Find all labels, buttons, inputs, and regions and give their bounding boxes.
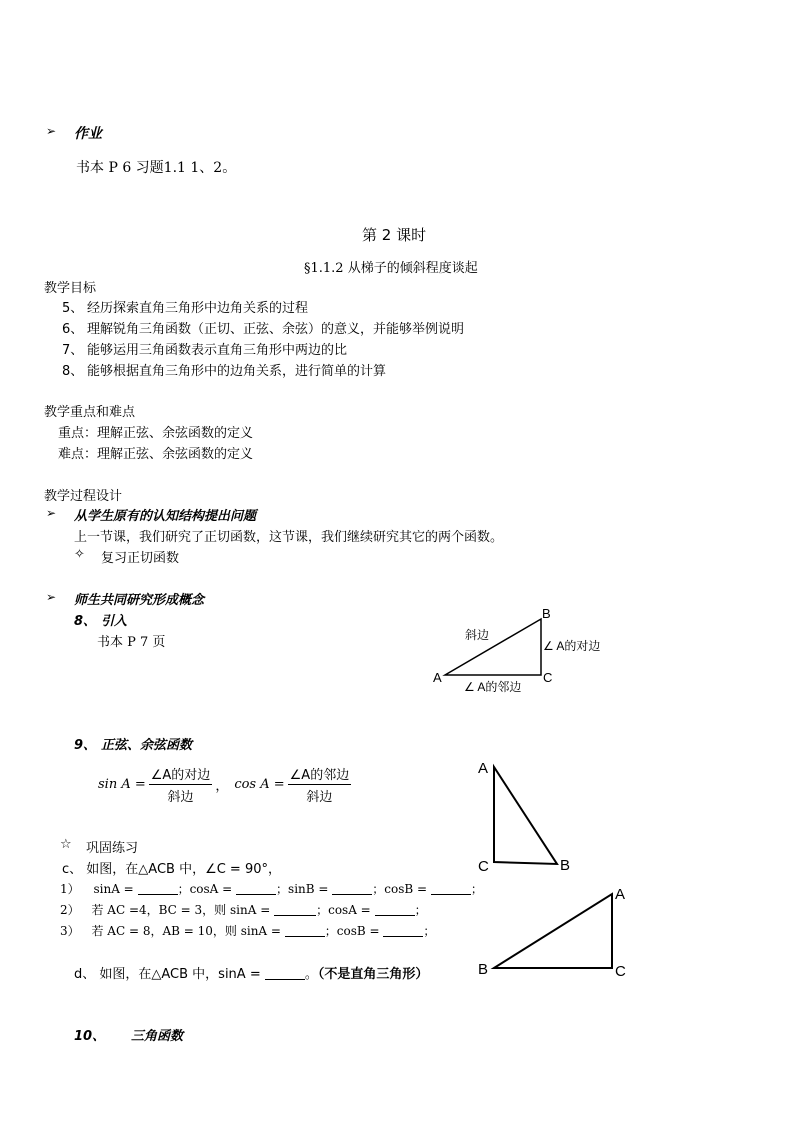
objective-num: 8、	[62, 364, 84, 379]
right-triangle-figure-1	[430, 602, 620, 697]
vertex-a-label: A	[478, 760, 489, 777]
q3-mid: ；cosB =	[324, 924, 380, 938]
q2-mid: ；cosA =	[316, 903, 371, 917]
hypotenuse-label: 斜边	[465, 628, 490, 642]
practice-d-line	[74, 963, 428, 982]
practice-heading: 巩固练习	[86, 841, 139, 856]
review-tangent-text: 复习正切函数	[101, 551, 180, 566]
answer-blank[interactable]	[138, 882, 178, 895]
q1-end: ；	[470, 882, 483, 896]
objective-num: 5、	[62, 301, 84, 316]
answer-blank[interactable]	[431, 882, 471, 895]
answer-blank[interactable]	[274, 903, 316, 916]
d-end: 。	[304, 967, 318, 982]
q1-sinb-label: ；sinB =	[276, 882, 329, 896]
star-bullet-icon: ☆	[60, 837, 72, 852]
keypoints-heading: 教学重点和难点	[44, 405, 136, 420]
vertex-c-label: C	[478, 858, 489, 875]
vertex-b-label: B	[560, 857, 571, 874]
arrow-bullet-icon: ➢	[46, 506, 57, 520]
q2-text: 若 AC =4，BC = 3，则 sinA =	[91, 903, 271, 917]
sin-cos-formula	[98, 764, 354, 805]
objective-num: 7、	[62, 343, 84, 358]
q3-text: 若 AC = 8，AB = 10，则 sinA =	[91, 924, 281, 938]
answer-blank[interactable]	[383, 924, 423, 937]
vertex-a-label: A	[433, 670, 442, 685]
sin-denominator: 斜边	[167, 790, 194, 805]
sin-formula-left: sin A =	[98, 777, 146, 792]
objective-text: 理解锐角三角函数（正切、正弦、余弦）的意义，并能够举例说明	[87, 322, 465, 337]
item8-num: 8、	[74, 614, 97, 629]
homework-text: 书本 P 6 习题1.1 1、2。	[76, 160, 237, 176]
question-2	[60, 901, 427, 918]
arrow-bullet-icon: ➢	[46, 124, 57, 138]
item10-num: 10、	[74, 1029, 106, 1044]
objective-text: 能够运用三角函数表示直角三角形中两边的比	[87, 343, 348, 358]
cos-formula-left: cos A =	[234, 777, 285, 792]
vertex-a-label: A	[615, 886, 626, 903]
answer-blank[interactable]	[332, 882, 372, 895]
cos-numerator: ∠A的邻边	[288, 764, 352, 785]
vertex-b-label: B	[542, 606, 551, 621]
vertex-c-label: C	[615, 963, 626, 980]
cos-fraction	[288, 764, 352, 805]
right-triangle-figure-3	[470, 880, 640, 980]
question-1	[60, 880, 483, 897]
question-3	[60, 922, 435, 939]
arrow-bullet-icon: ➢	[46, 590, 57, 604]
objectives-heading: 教学目标	[44, 281, 97, 296]
vertex-b-label: B	[478, 961, 489, 978]
item9-label: 正弦、余弦函数	[101, 738, 193, 753]
objective-num: 6、	[62, 322, 84, 337]
item8-text: 书本 P 7 页	[97, 635, 166, 650]
objective-text: 经历探索直角三角形中边角关系的过程	[87, 301, 309, 316]
section2-heading: 师生共同研究形成概念	[74, 593, 205, 608]
q1-sina-label: sinA =	[93, 882, 134, 896]
difficult-point: 难点：理解正弦、余弦函数的定义	[58, 447, 254, 462]
q3-end: ；	[423, 924, 436, 938]
q2-end: ；	[414, 903, 427, 917]
vertex-c-label: C	[543, 670, 553, 685]
question-num: 3）	[60, 924, 80, 938]
sin-fraction	[149, 764, 213, 805]
process-heading: 教学过程设计	[44, 489, 123, 504]
sin-numerator: ∠A的对边	[149, 764, 213, 785]
d-text: d、 如图，在△ACB 中，sinA =	[74, 967, 261, 982]
answer-blank[interactable]	[285, 924, 325, 937]
q1-cosa-label: ；cosA =	[177, 882, 233, 896]
homework-heading: 作业	[74, 126, 102, 142]
formula-separator: ，	[215, 779, 229, 794]
right-triangle-figure-2	[472, 755, 582, 880]
question-num: 2）	[60, 903, 80, 917]
adjacent-side-label: ∠ A的邻边	[464, 680, 522, 694]
opposite-side-label: ∠ A的对边	[543, 639, 601, 653]
item8-label: 引入	[101, 614, 128, 629]
lesson-subtitle: §1.1.2 从梯子的倾斜程度谈起	[304, 261, 478, 276]
objective-text: 能够根据直角三角形中的边角关系，进行简单的计算	[87, 364, 387, 379]
lesson-title: 第 2 课时	[362, 226, 427, 244]
item10-label: 三角函数	[131, 1029, 184, 1044]
question-num: 1）	[60, 882, 80, 896]
item9-num: 9、	[74, 738, 97, 753]
practice-c-line: c、 如图，在△ACB 中，∠C = 90°，	[62, 862, 282, 877]
section1-heading: 从学生原有的认知结构提出问题	[74, 509, 257, 524]
d-note: （不是直角三角形）	[317, 967, 429, 982]
diamond-bullet-icon: ✧	[74, 547, 85, 562]
answer-blank[interactable]	[236, 882, 276, 895]
q1-cosb-label: ；cosB =	[372, 882, 428, 896]
answer-blank[interactable]	[265, 967, 305, 980]
section1-text: 上一节课，我们研究了正切函数，这节课，我们继续研究其它的两个函数。	[74, 530, 504, 545]
answer-blank[interactable]	[375, 903, 415, 916]
cos-denominator: 斜边	[306, 790, 333, 805]
key-point: 重点：理解正弦、余弦函数的定义	[58, 426, 254, 441]
